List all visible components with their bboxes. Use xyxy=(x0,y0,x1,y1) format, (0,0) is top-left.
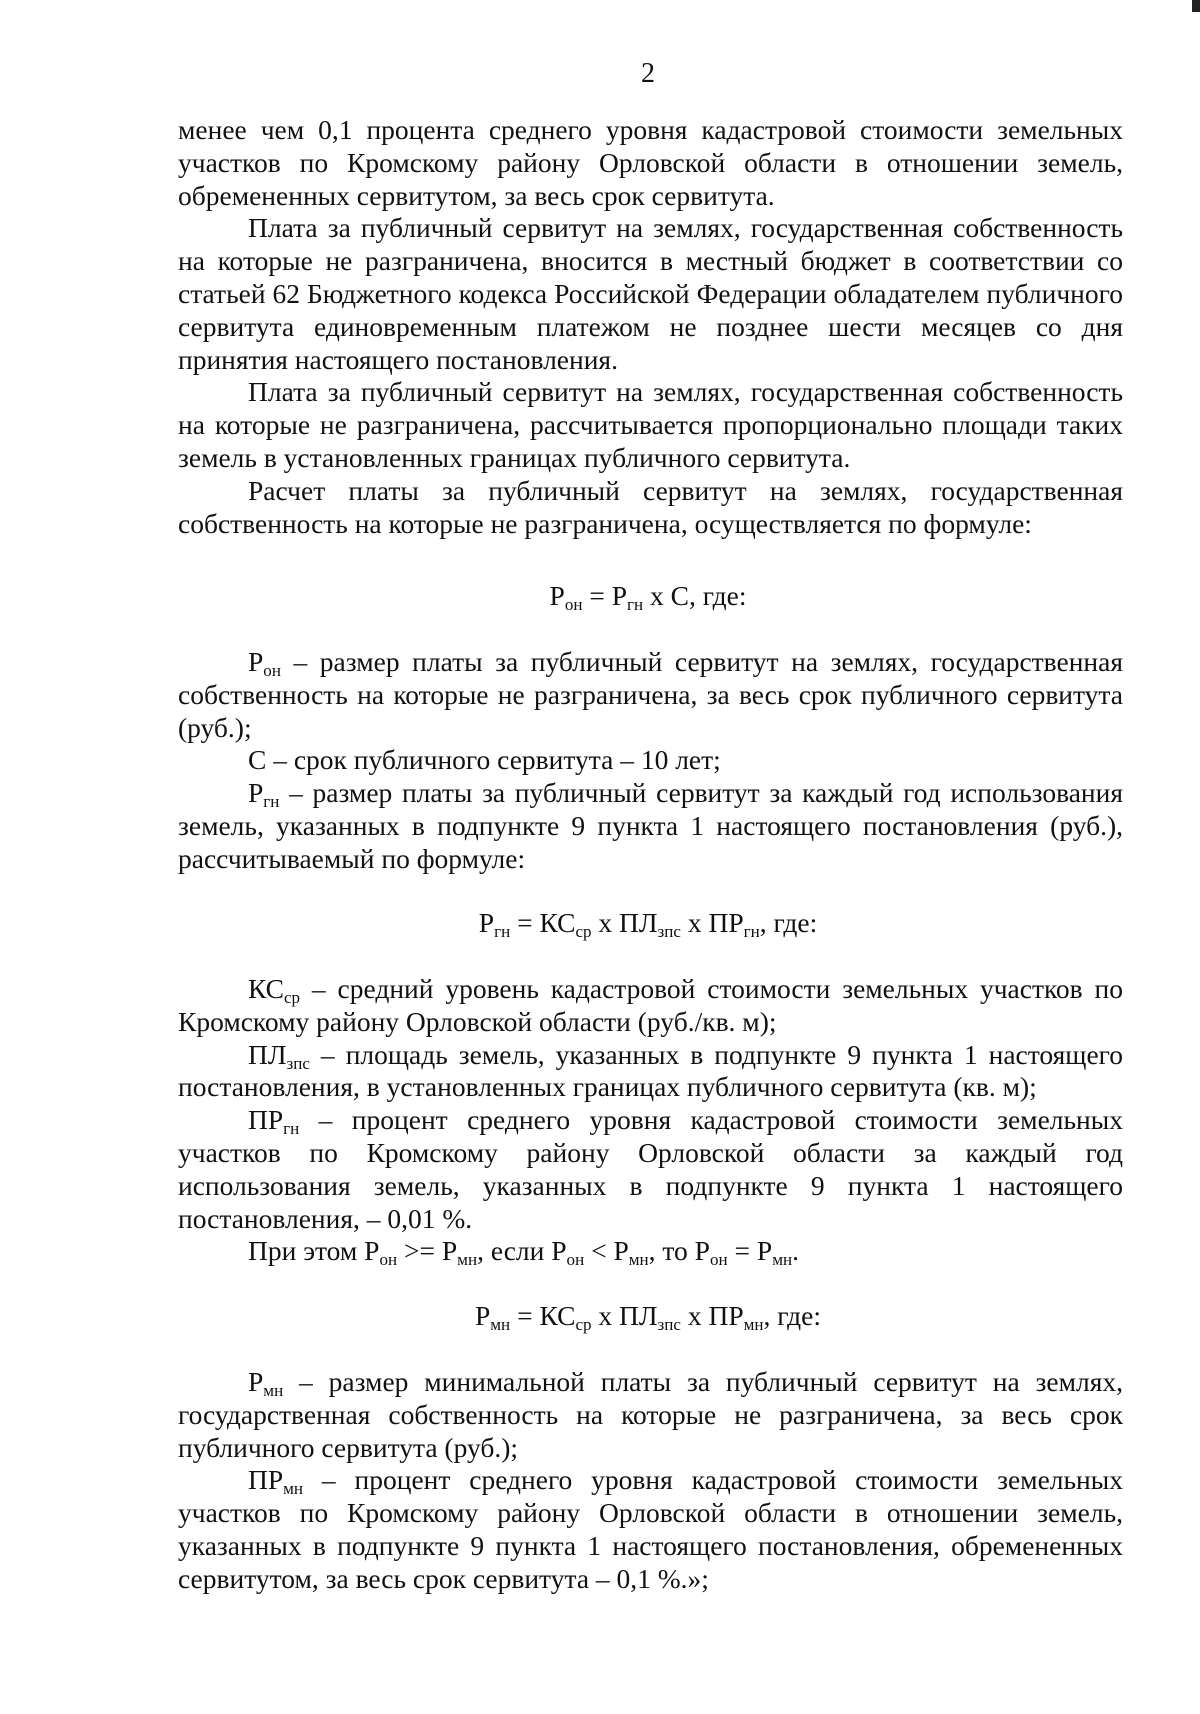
paragraph: $P_{гн}$ – размер платы за публичный сервитут за каждый год использования земель, указанных в подпункте 9 пункта 1 настоящего постановления (руб.), рассчитываемый по формуле: xyxy=(178,777,1123,874)
scan-corner-mark xyxy=(1192,0,1200,12)
paragraph: менее чем 0,1 процента среднего уровня кадастровой стоимости земельных участков по Кромскому району Орловской области в отношении земель, обремененных сервитутом, за весь срок сервитута. xyxy=(178,114,1123,211)
paragraph: $ПЛ_{зпс}$ – площадь земель, указанных в подпункте 9 пункта 1 настоящего постановления, в установленных границах публичного сервитута (кв. м); xyxy=(178,1038,1123,1103)
text-block-definitions-2 xyxy=(178,973,1123,1268)
paragraph: $P_{он}$ – размер платы за публичный сервитут на землях, государственная собственность на которые не разграничена, за весь срок публичного сервитута (руб.); xyxy=(178,646,1123,743)
paragraph: $ПР_{мн}$ – процент среднего уровня кадастровой стоимости земельных участков по Кромскому району Орловской области в отношении земель, указанных в подпункте 9 пункта 1 настоящего постановления, обремененных сервитутом, за весь срок сервитута – 0,1 %.»; xyxy=(178,1464,1123,1594)
formula-pon: $P_{он} = P_{гн}$ x C, где: xyxy=(549,580,747,615)
paragraph: $ПР_{гн}$ – процент среднего уровня кадастровой стоимости земельных участков по Кромскому району Орловской области за каждый год использования земель, указанных в подпункте 9 пункта 1 настоящего постановления, – 0,01 %. xyxy=(178,1104,1123,1234)
paragraph: C – срок публичного сервитута – 10 лет; xyxy=(248,744,721,776)
page-number: 2 xyxy=(641,58,655,89)
paragraph: Расчет платы за публичный сервитут на землях, государственная собственность на которые не разграничена, осуществляется по формуле: xyxy=(178,474,1123,539)
paragraph: $КС_{ср}$ – средний уровень кадастровой стоимости земельных участков по Кромскому району Орловской области (руб./кв. м); xyxy=(178,973,1123,1037)
paragraph: $P_{мн}$ – размер минимальной платы за публичный сервитут на землях, государственная собственность на которые не разграничена, за весь срок публичного сервитута (руб.); xyxy=(178,1366,1123,1463)
formula-pmn: $P_{мн} = КС_{ср}$ x $ПЛ_{зпс}$ x $ПР_{мн}$, где: xyxy=(474,1300,822,1335)
paragraph: Плата за публичный сервитут на землях, государственная собственность на которые не разграничена, рассчитывается пропорционально площади таких земель в установленных границах публичного сервитута. xyxy=(178,376,1123,473)
text-block-intro xyxy=(178,114,1123,540)
formula-pgn: $P_{гн} = КС_{ср}$ x $ПЛ_{зпс}$ x $ПР_{гн}$, где: xyxy=(478,907,818,942)
text-block-definitions-3 xyxy=(178,1366,1123,1596)
text-block-definitions-1 xyxy=(178,646,1123,876)
paragraph: При этом $P_{он} >= P_{мн}$, если $P_{он} < P_{мн}$, то $P_{он} = P_{мн}$. xyxy=(248,1235,799,1270)
paragraph: Плата за публичный сервитут на землях, государственная собственность на которые не разграничена, вносится в местный бюджет в соответствии со статьей 62 Бюджетного кодекса Российской Федерации обладателем публичного сервитута единовременным платежом не позднее шести месяцев со дня принятия настоящего постановления. xyxy=(178,212,1123,375)
